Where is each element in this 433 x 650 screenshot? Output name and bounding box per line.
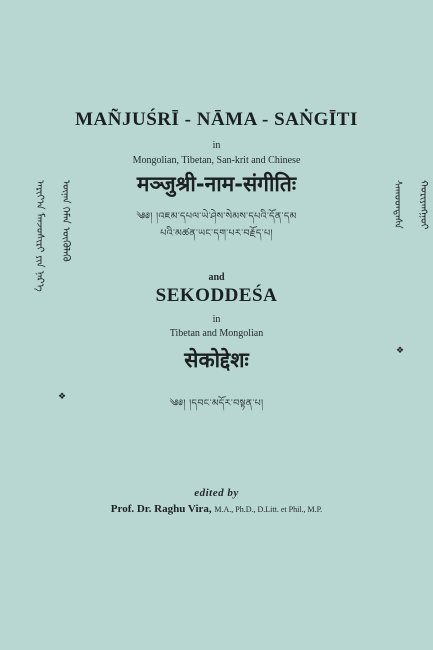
mongolian-left-column	[30, 180, 74, 385]
mongolian-right-line-2: ᠬᠤᠷᠢᠶᠠᠩᠭᠤᠢ	[418, 180, 429, 230]
in-label-2: in	[212, 314, 221, 325]
tibetan-title-3: ༄༅། །དབང་མདོར་བསྟན་པ།	[169, 398, 264, 409]
in-label-1: in	[212, 140, 221, 151]
languages-line-1: Mongolian, Tibetan, San-krit and Chinese	[132, 155, 301, 166]
main-title: MAÑJUŚRĪ - NĀMA - SAṄGĪTI	[75, 109, 358, 130]
edited-by-label: edited by	[194, 487, 239, 499]
author-line	[0, 503, 433, 515]
ornament-right: ❖	[396, 346, 405, 356]
mongolian-left-line-2: ᠦᠨᠡᠨ ᠬᠡᠮᠡᠨ ᠦᠭᠦᠯᠡᠬᠦ	[60, 180, 71, 262]
languages-line-2: Tibetan and Mongolian	[169, 328, 264, 339]
author-name: Prof. Dr. Raghu Vira,	[110, 503, 212, 515]
devanagari-title-2: सेकोद्देशः	[184, 348, 249, 372]
and-label: and	[208, 272, 225, 283]
tibetan-title-line-1: ༄༅། །འཇམ་དཔལ་ཡེ་ཤེས་སེམས་དཔའི་དོན་དམ	[136, 211, 297, 222]
devanagari-title: मञ्जुश्री-नाम-संगीतिः	[136, 172, 297, 196]
mongolian-right-column	[388, 180, 432, 340]
mongolian-right-line-1: ᠰᠡᠬᠣᠳᠳᠡᠰᠠ	[392, 180, 403, 229]
ornament-left: ❖	[58, 392, 67, 402]
author-degrees: M.A., Ph.D., D.Litt. et Phil., M.P.	[214, 505, 323, 514]
mongolian-left-line-1: ᠠᠷᠢᠶ᠎ᠠ ᠮᠠᠨᠵᠤᠰᠢᠷᠢ ᠶᠢᠨ ᠨᠡᠷ᠎ᠡ	[34, 180, 45, 292]
tibetan-title-line-2: པའི་མཚན་ཡང་དག་པར་བརྗོད་པ།	[160, 228, 273, 239]
second-title: SEKODDEŚA	[155, 285, 278, 306]
